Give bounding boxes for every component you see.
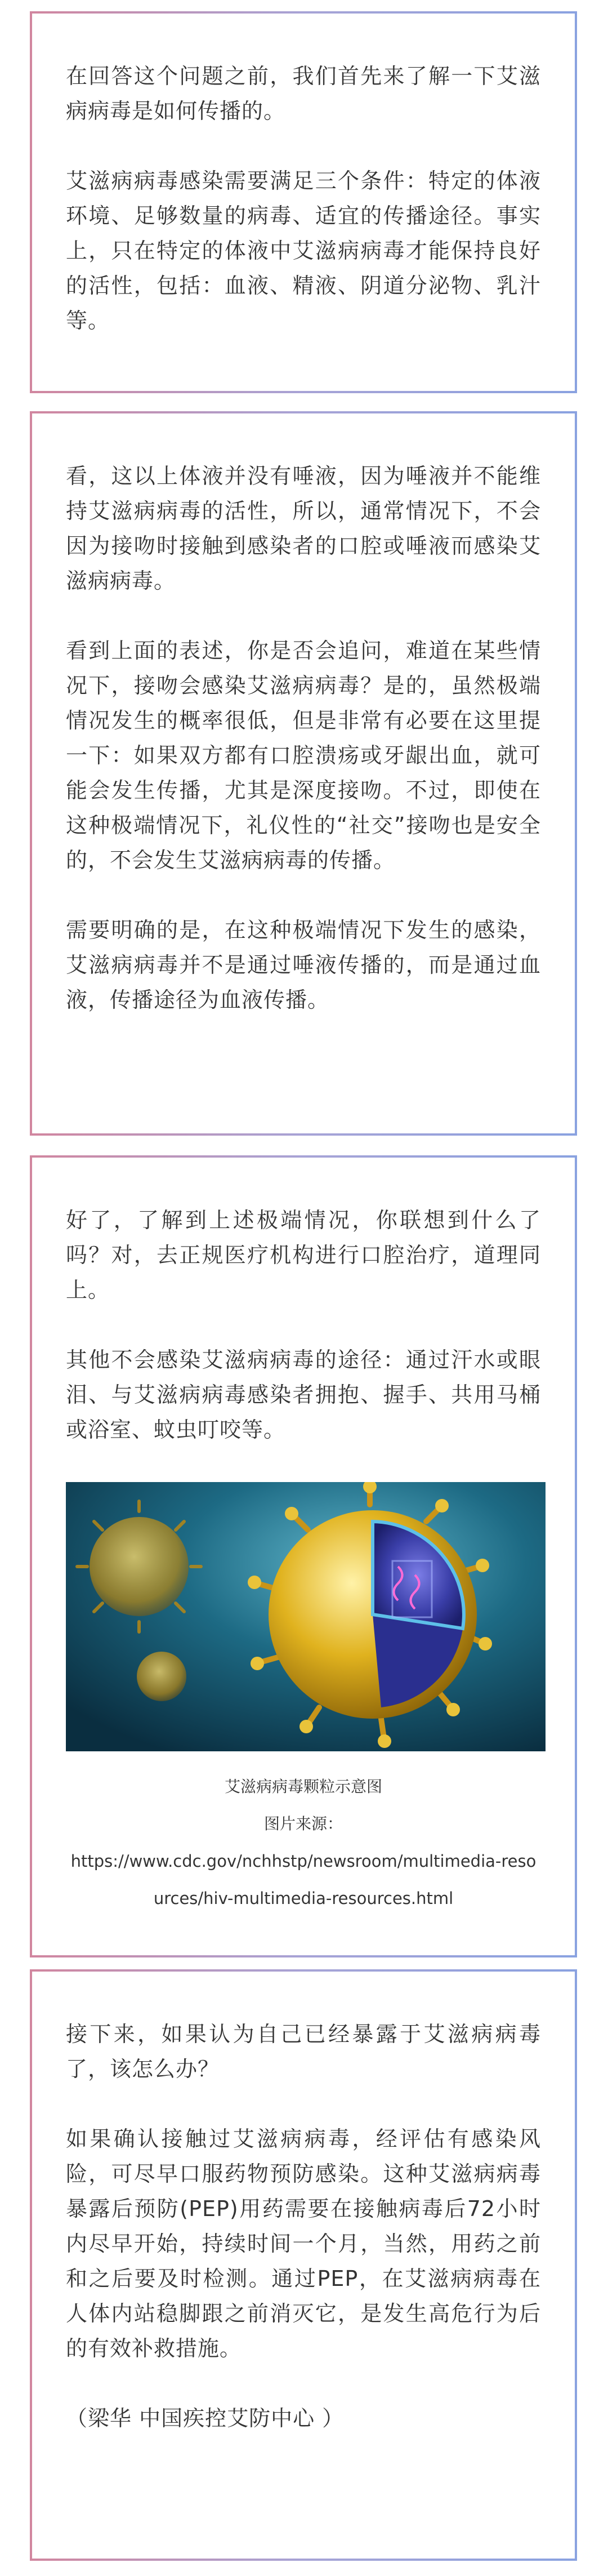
content-card-saliva xyxy=(30,411,577,1136)
figure xyxy=(66,1482,541,1917)
paragraph: 其他不会感染艾滋病病毒的途径：通过汗水或眼泪、与艾滋病病毒感染者拥抱、握手、共用马桶或浴室、蚊虫叮咬等。 xyxy=(66,1347,541,1442)
caption-source-label: 图片来源： xyxy=(263,1814,343,1833)
figure-caption xyxy=(66,1768,541,1917)
paragraph: 如果确认接触过艾滋病病毒，经评估有感染风险，可尽早口服药物预防感染。这种艾滋病病毒暴露后预防(PEP)用药需要在接触病毒后72小时内尽早开始，持续时间一个月，当然，用药之前和之后要及时检测。通过PEP，在艾滋病病毒在人体内站稳脚跟之前消灭它，是发生高危行为后的有效补救措施。 xyxy=(66,2126,541,2361)
content-card-pep xyxy=(30,1969,577,2561)
hiv-virus-illustration xyxy=(66,1482,546,1751)
content-card-transmission-intro xyxy=(30,11,577,393)
paragraph: 在回答这个问题之前，我们首先来了解一下艾滋病病毒是如何传播的。 xyxy=(66,64,541,123)
caption-title: 艾滋病病毒颗粒示意图 xyxy=(224,1777,382,1796)
paragraph: 需要明确的是，在这种极端情况下发生的感染，艾滋病病毒并不是通过唾液传播的，而是通过血液，传播途径为血液传播。 xyxy=(66,918,541,1012)
paragraph: 看到上面的表述，你是否会追问，难道在某些情况下，接吻会感染艾滋病病毒？是的，虽然极端情况发生的概率很低，但是非常有必要在这里提一下：如果双方都有口腔溃疡或牙龈出血，就可能会发生传播，尤其是深度接吻。不过，即使在这种极端情况下，礼仪性的“社交”接吻也是安全的，不会发生艾滋病病毒的传播。 xyxy=(66,638,541,873)
paragraph: 接下来，如果认为自己已经暴露于艾滋病病毒了，该怎么办？ xyxy=(66,2022,541,2081)
content-card-other-routes xyxy=(30,1155,577,1957)
paragraph: 好了，了解到上述极端情况，你联想到什么了吗？对，去正规医疗机构进行口腔治疗，道理同上。 xyxy=(66,1208,541,1302)
caption-source-url: https://www.cdc.gov/nchhstp/newsroom/multimedia-resources/hiv-multimedia-resources.html xyxy=(70,1852,537,1908)
author-signature: （梁华 中国疾控艾防中心 ） xyxy=(66,2406,345,2431)
paragraph: 艾滋病病毒感染需要满足三个条件：特定的体液环境、足够数量的病毒、适宜的传播途径。事实上，只在特定的体液中艾滋病病毒才能保持良好的活性，包括：血液、精液、阴道分泌物、乳汁等。 xyxy=(66,168,541,333)
paragraph: 看，这以上体液并没有唾液，因为唾液并不能维持艾滋病病毒的活性，所以，通常情况下，不会因为接吻时接触到感染者的口腔或唾液而感染艾滋病病毒。 xyxy=(66,464,541,593)
